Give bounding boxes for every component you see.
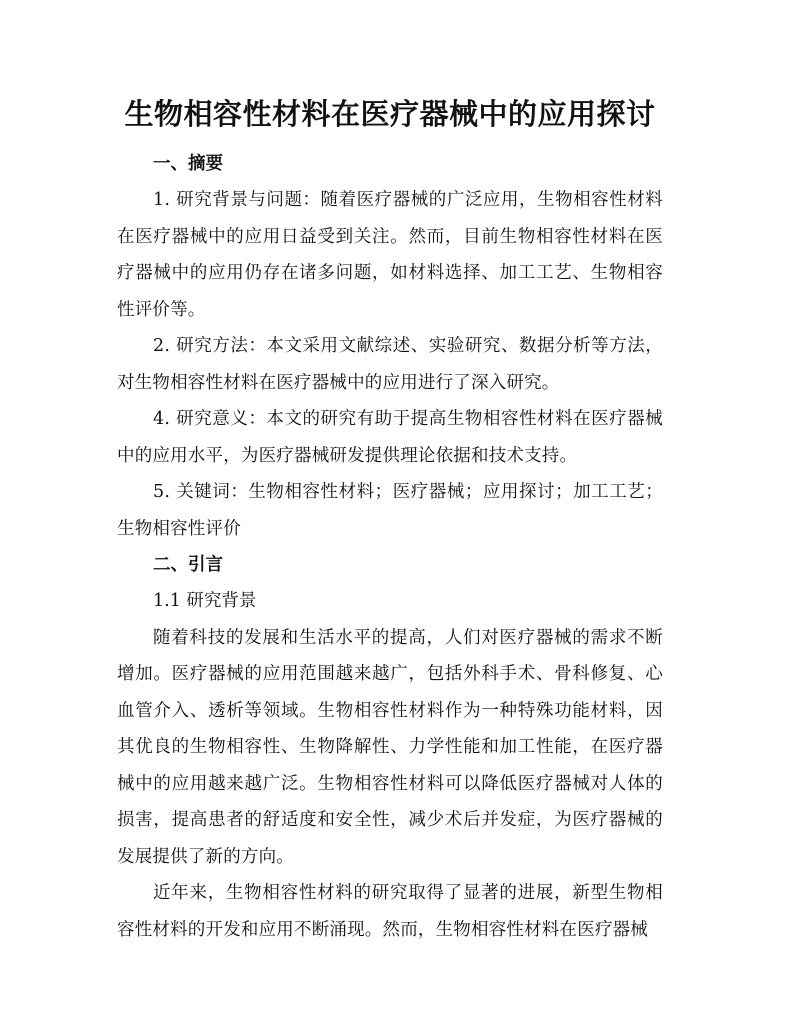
document-title: 生物相容性材料在医疗器械中的应用探讨	[124, 97, 656, 131]
introduction-paragraph: 近年来，生物相容性材料的研究取得了显著的进展，新型生物相容性材料的开发和应用不断涌现。然而，生物相容性材料在医疗器械	[117, 883, 663, 940]
abstract-item-keywords: 5. 关键词：生物相容性材料；医疗器械；应用探讨；加工工艺；生物相容性评价	[117, 482, 663, 539]
abstract-item-significance: 4. 研究意义：本文的研究有助于提高生物相容性材料在医疗器械中的应用水平，为医疗器械研发提供理论依据和技术支持。	[117, 409, 663, 466]
subsection-heading-background: 1.1 研究背景	[153, 591, 257, 611]
abstract-item-method: 2. 研究方法：本文采用文献综述、实验研究、数据分析等方法，对生物相容性材料在医疗器械中的应用进行了深入研究。	[117, 336, 663, 393]
section-heading-introduction: 二、引言	[153, 555, 223, 575]
abstract-item-background: 1. 研究背景与问题：随着医疗器械的广泛应用，生物相容性材料在医疗器械中的应用日益受到关注。然而，目前生物相容性材料在医疗器械中的应用仍存在诸多问题，如材料选择、加工工艺、生物相容性评价等。	[117, 190, 663, 320]
section-heading-abstract: 一、摘要	[153, 154, 223, 174]
introduction-paragraph: 随着科技的发展和生活水平的提高，人们对医疗器械的需求不断增加。医疗器械的应用范围越来越广，包括外科手术、骨科修复、心血管介入、透析等领域。生物相容性材料作为一种特殊功能材料，因其优良的生物相容性、生物降解性、力学性能和加工性能，在医疗器械中的应用越来越广泛。生物相容性材料可以降低医疗器械对人体的损害，提高患者的舒适度和安全性，减少术后并发症，为医疗器械的发展提供了新的方向。	[117, 627, 663, 867]
